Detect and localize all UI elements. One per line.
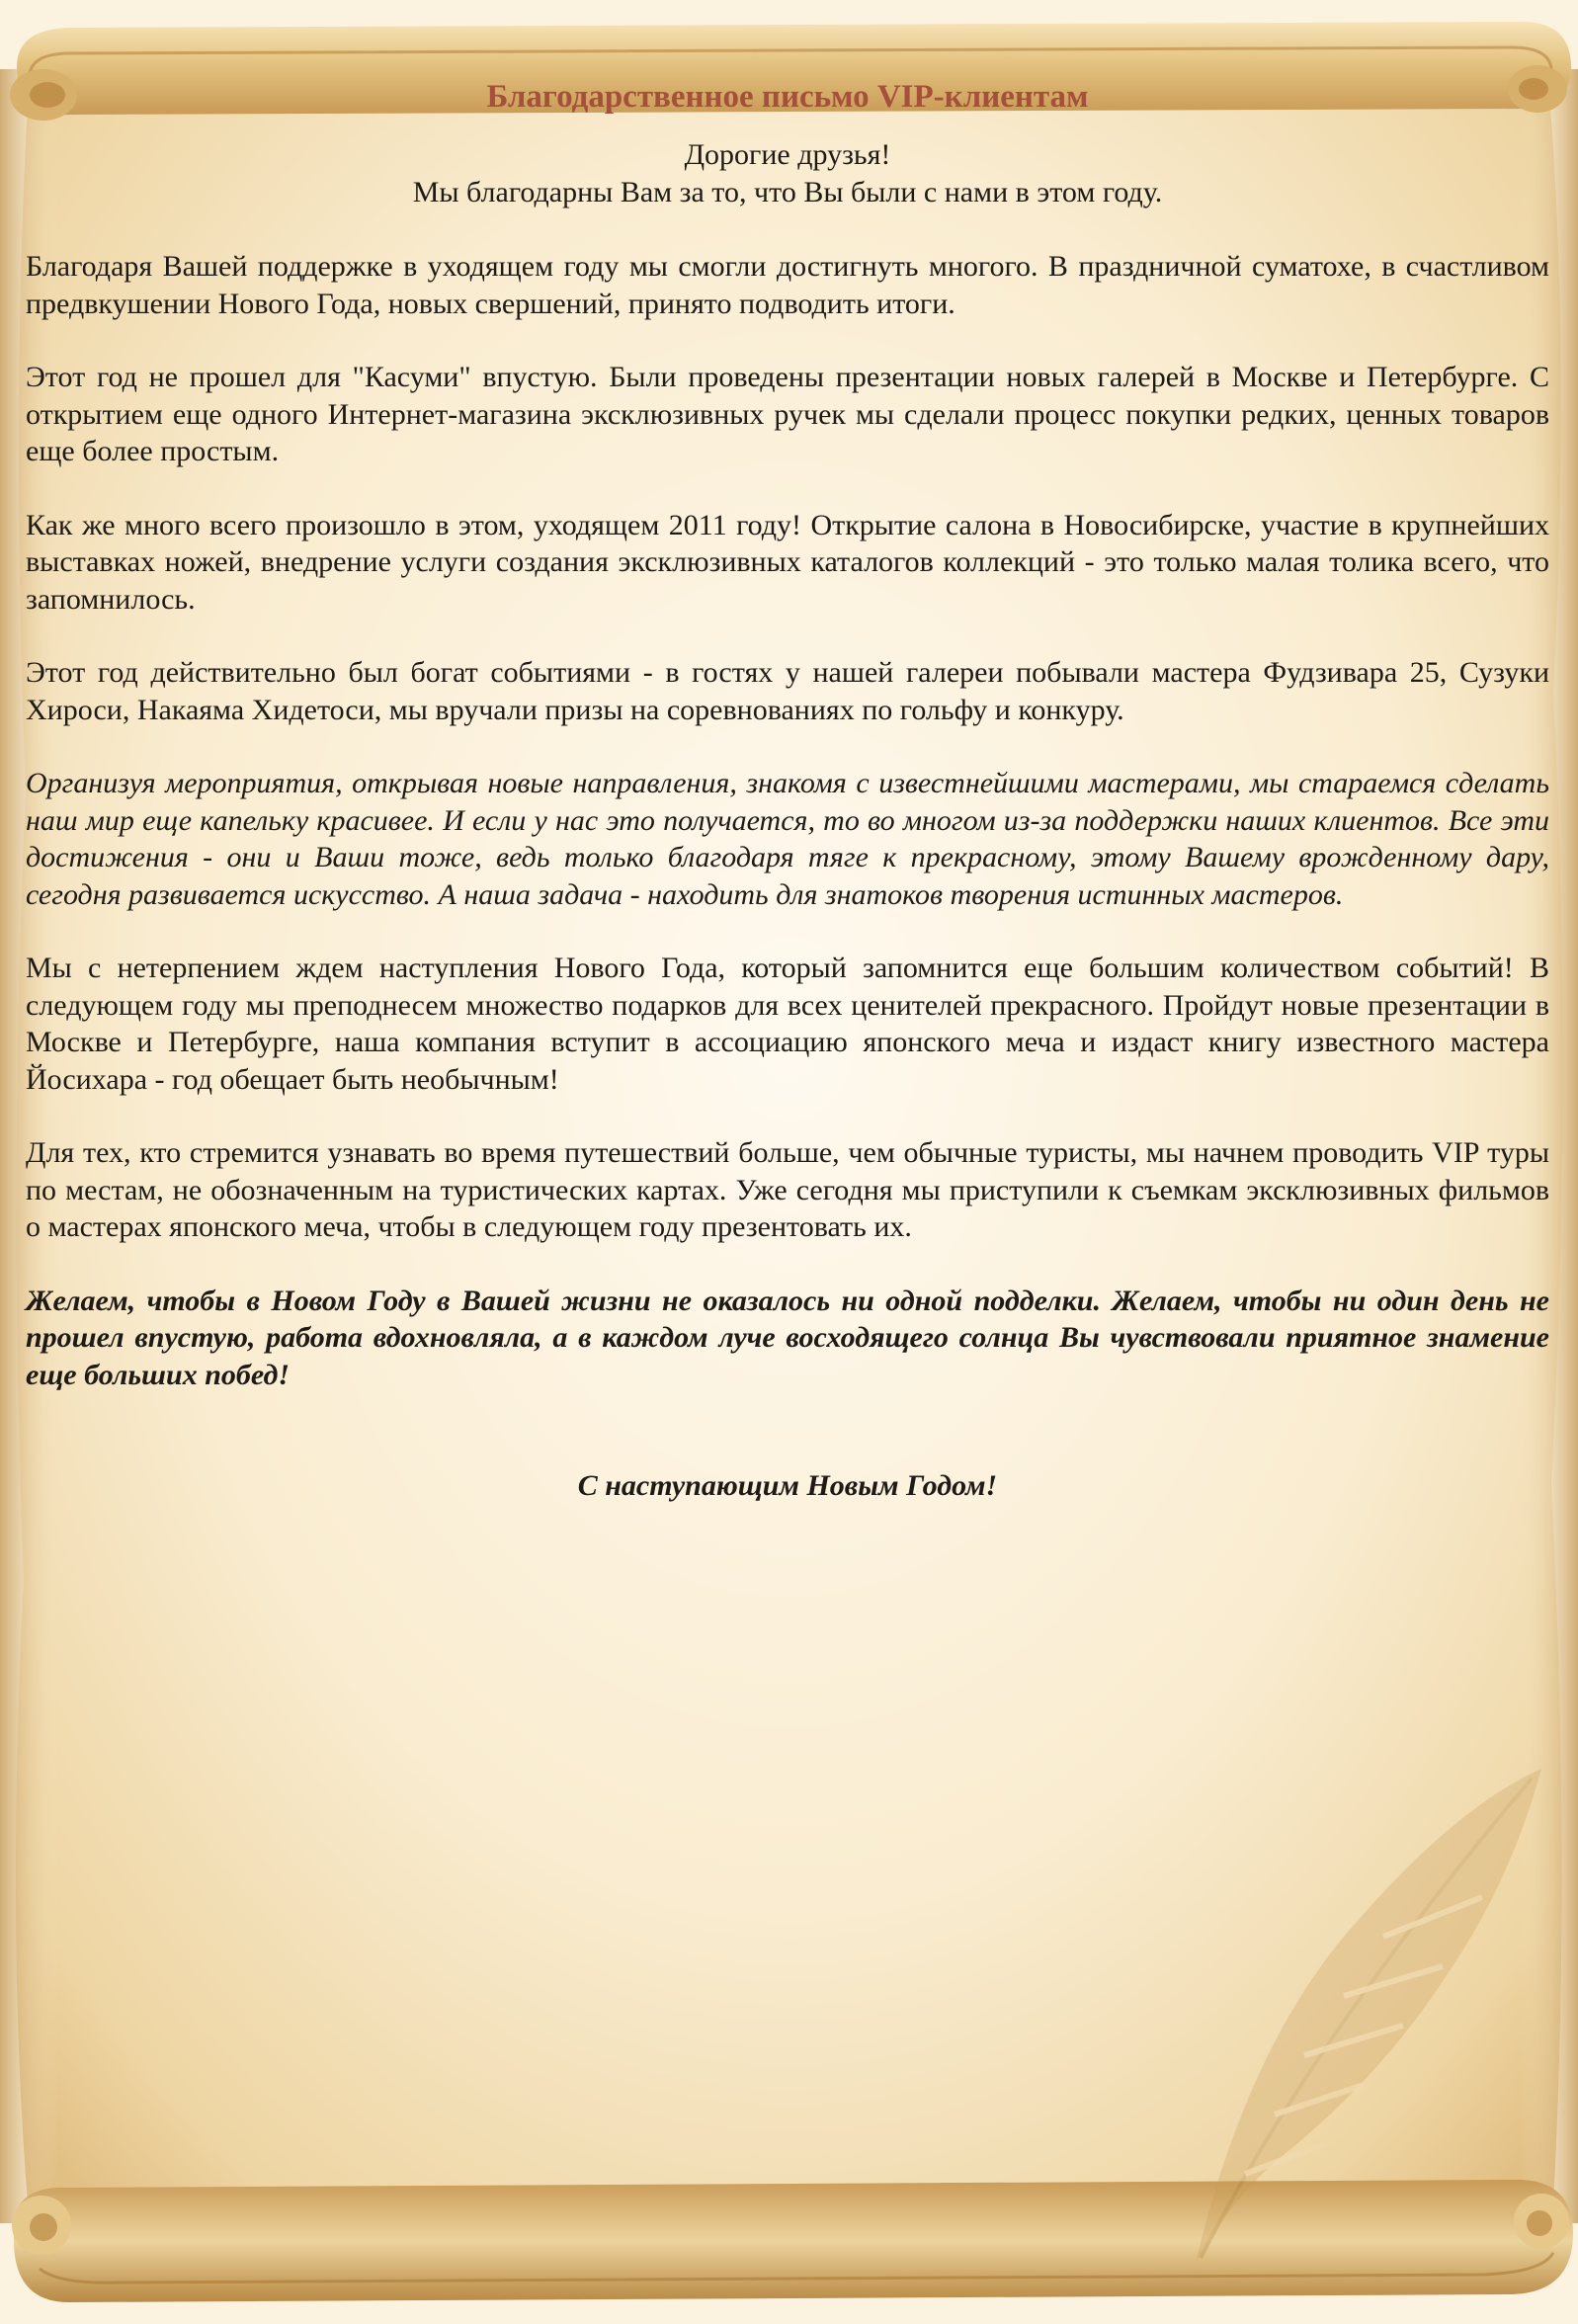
letter-body xyxy=(26,77,1549,1505)
letter-paragraph: Этот год не прошел для "Касуми" впустую. Были проведены презентации новых галерей в Москве и Петербурге. С открытием еще одного Интернет-магазина эксклюзивных ручек мы сделали процесс покупки редких, ценных товаров еще более простым. xyxy=(26,361,1549,467)
letter-paragraph: Для тех, кто стремится узнавать во время путешествий больше, чем обычные туристы, мы начнем проводить VIP туры по местам, не обозначенным на туристических картах. Уже сегодня мы приступили к съемкам эксклюзивных фильмов о мастерах японского меча, чтобы в следующем году презентовать их. xyxy=(26,1136,1549,1243)
letter-paragraph: Этот год действительно был богат событиями - в гостях у нашей галереи побывали мастера Фудзивара 25, Сузуки Хироси, Накаяма Хидетоси, мы вручали призы на соревнованиях по гольфу и конкуру. xyxy=(26,656,1549,726)
greeting-line: Мы благодарны Вам за то, что Вы были с нами в этом году. xyxy=(412,175,1163,208)
letter-paragraph: Мы с нетерпением ждем наступления Нового Года, который запомнится еще большим количеством событий! В следующем году мы преподнесем множество подарков для всех ценителей прекрасного. Пройдут новые презентации в Москве и Петербурге, наша компания вступит в ассоциацию японского меча и издаст книгу известного мастера Йосихара - год обещает быть необычным! xyxy=(26,952,1549,1096)
letter-wishes: Желаем, чтобы в Новом Году в Вашей жизни не оказалось ни одной подделки. Желаем, чтобы ни один день не прошел впустую, работа вдохновляла, а в каждом луче восходящего солнца Вы чувствовали приятное знамение еще больших побед! xyxy=(26,1284,1549,1391)
greeting-line: Дорогие друзья! xyxy=(684,138,891,171)
letter-title: Благодарственное письмо VIP-клиентам xyxy=(486,79,1089,115)
letter-paragraph-italic: Организуя мероприятия, открывая новые направления, знакомя с известнейшими мастерами, мы стараемся сделать наш мир еще капельку красивее. И если у нас это получается, то во многом из-за поддержки наших клиентов. Все эти достижения - они и Ваши тоже, ведь только благодаря тяге к прекрасному, этому Вашему врожденному дару, сегодня развивается искусство. А наша задача - находить для знатоков творения истинных мастеров. xyxy=(26,767,1549,911)
letter-closing: С наступающим Новым Годом! xyxy=(577,1469,998,1502)
letter-paragraph: Благодаря Вашей поддержке в уходящем году мы смогли достигнуть многого. В праздничной суматохе, в счастливом предвкушении Нового Года, новых свершений, принято подводить итоги. xyxy=(26,250,1549,320)
letter-paragraph: Как же много всего произошло в этом, уходящем 2011 году! Открытие салона в Новосибирске, участие в крупнейших выставках ножей, внедрение услуги создания эксклюзивных каталогов коллекций - это только малая толика всего, что запомнилось. xyxy=(26,508,1549,616)
